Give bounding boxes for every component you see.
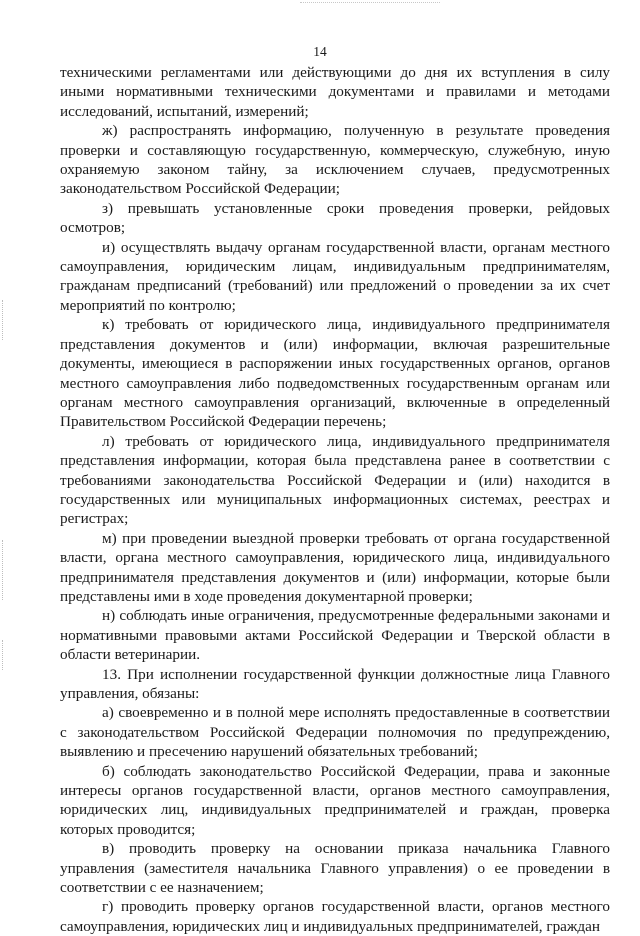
paragraph: н) соблюдать иные ограничения, предусмотренные федеральными законами и нормативными правовыми актами Российской Федерации и Тверской области в области ветеринарии. xyxy=(60,607,610,664)
paragraph: 13. При исполнении государственной функции должностные лица Главного управления, обязаны: xyxy=(60,665,610,702)
paragraph: в) проводить проверку на основании приказа начальника Главного управления (заместителя начальника Главного управления) о ее проведении в соответствии с ее назначением; xyxy=(60,840,610,897)
paragraph: м) при проведении выездной проверки требовать от органа государственной власти, органа местного самоуправления, юридического лица, индивидуального предпринимателя представления документов и (или) информации, которые были представлены ими в ходе проведения документарной проверки; xyxy=(60,529,610,605)
page-number: 14 xyxy=(313,44,327,59)
scan-mark-left xyxy=(2,300,5,340)
paragraph: а) своевременно и в полной мере исполнять предоставленные в соответствии с законодательством Российской Федерации полномочия по предупреждению, выявлению и пресечению нарушений обязательных требований; xyxy=(60,704,610,761)
paragraph: и) осуществлять выдачу органам государственной власти, органам местного самоуправления, юридическим лицам, индивидуальным предпринимателям, гражданам предписаний (требований) или предложений о проведении за их счет мероприятий по контролю; xyxy=(60,238,610,314)
scan-mark-left xyxy=(2,540,5,600)
paragraph: к) требовать от юридического лица, индивидуального предпринимателя представления документов и (или) информации, включая разрешительные документы, имеющиеся в распоряжении иных государственных органов, органов местного самоуправления либо подведомственных государственным органам или органам местного самоуправления организаций, включенные в определенный Правительством Российской Федерации перечень; xyxy=(60,316,610,431)
paragraph: ж) распространять информацию, полученную в результате проведения проверки и составляющую государственную, коммерческую, служебную, иную охраняемую законом тайну, за исключением случаев, предусмотренных законодательством Российской Федерации; xyxy=(60,122,610,198)
paragraph: б) соблюдать законодательство Российской Федерации, права и законные интересы органов государственной власти, органов местного самоуправления, юридических лиц, индивидуальных предпринимателей и граждан, проверка которых проводится; xyxy=(60,762,610,838)
paragraph: л) требовать от юридического лица, индивидуального предпринимателя представления информации, которая была представлена ранее в соответствии с требованиями законодательства Российской Федерации и (или) находится в государственных или муниципальных информационных системах, реестрах и регистрах; xyxy=(60,432,610,528)
document-body xyxy=(60,63,610,936)
scan-mark-left xyxy=(2,640,5,670)
paragraph: г) проводить проверку органов государственной власти, органов местного самоуправления, юридических лиц и индивидуальных предпринимателей, граждан xyxy=(60,898,610,935)
scan-mark-top xyxy=(300,2,440,5)
paragraph: з) превышать установленные сроки проведения проверки, рейдовых осмотров; xyxy=(60,199,610,237)
paragraph: техническими регламентами или действующими до дня их вступления в силу иными нормативными техническими документами и правилами и методами исследований, испытаний, измерений; xyxy=(60,64,610,120)
